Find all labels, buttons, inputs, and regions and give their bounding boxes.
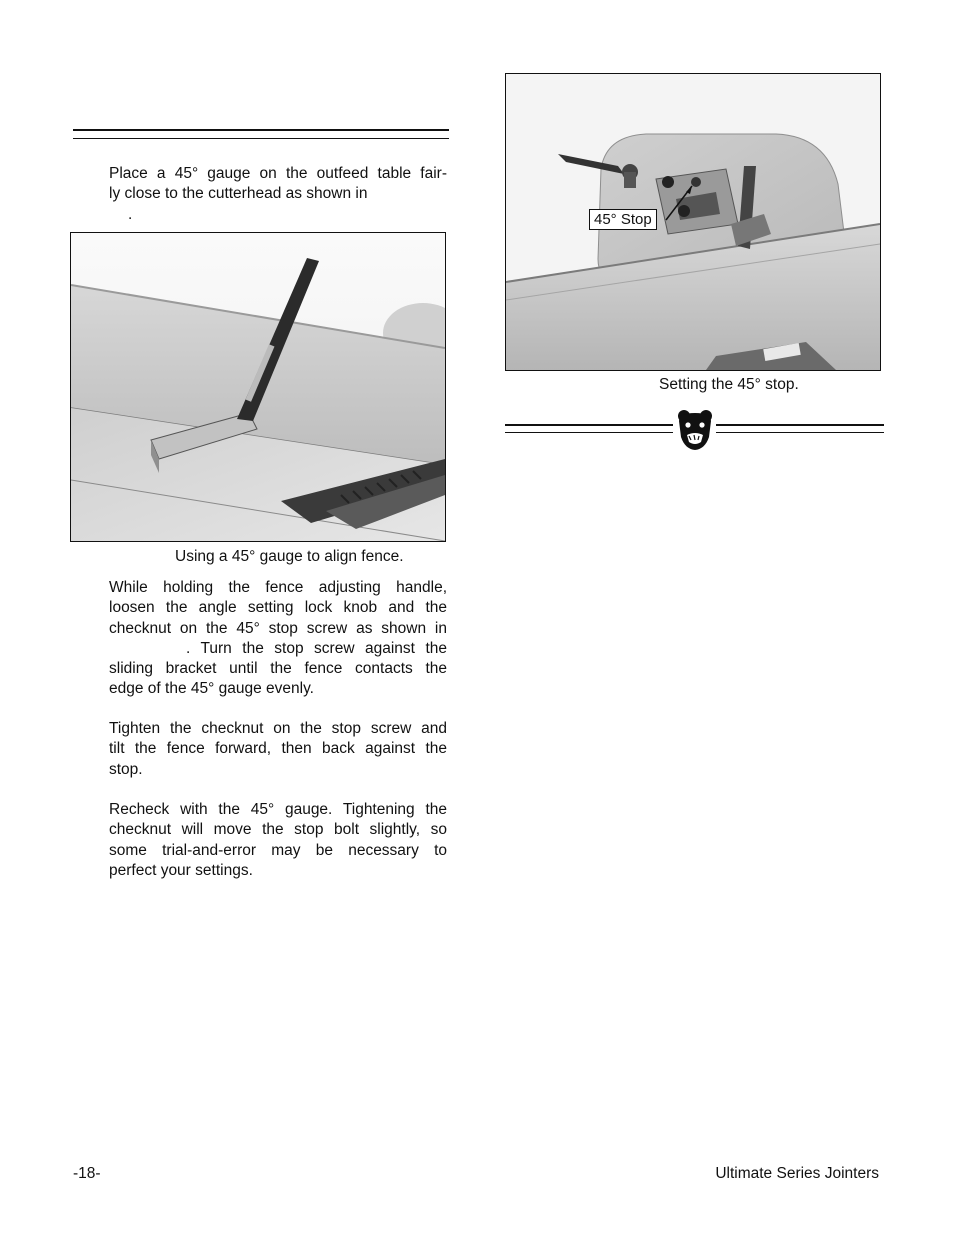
bear-logo-icon: [675, 409, 715, 451]
step-2-line: checknut on the 45° stop screw as shown in: [109, 619, 447, 637]
step-2-line: While holding the fence adjusting handle,: [109, 579, 447, 596]
step-3-text: [109, 719, 447, 780]
step-1-line: .: [128, 205, 133, 223]
figure-gauge-photo: [70, 232, 446, 542]
step-1-line: Place a 45° gauge on the outfeed table fair-: [109, 165, 447, 182]
step-2-line: . Turn the stop screw against the: [186, 639, 447, 657]
step-4-line: checknut will move the stop bolt slightly, so: [109, 821, 447, 839]
step-4-line: perfect your settings.: [109, 861, 253, 879]
divider-left-thick: [505, 424, 673, 426]
step-3-line: stop.: [109, 760, 143, 778]
step-1-text: [109, 164, 447, 225]
step-2-text: [109, 578, 447, 700]
step-2-line: sliding bracket until the fence contacts the: [109, 660, 447, 678]
page-number: -18-: [73, 1165, 101, 1182]
step-4-line: some trial-and-error may be necessary to: [109, 841, 447, 859]
step-4-text: [109, 800, 447, 881]
step-2-line: loosen the angle setting lock knob and the: [109, 599, 447, 617]
section-heading-rule-bottom: [73, 138, 449, 139]
section-heading-rule-top: [73, 129, 449, 131]
figure-stop-photo: [505, 73, 881, 371]
manual-title: Ultimate Series Jointers: [715, 1165, 879, 1182]
stop-callout-label: 45° Stop: [589, 209, 657, 230]
step-3-line: tilt the fence forward, then back against the: [109, 740, 447, 758]
gauge-photo-illustration: [71, 233, 445, 541]
step-3-line: Tighten the checknut on the stop screw and: [109, 720, 447, 737]
stop-photo-illustration: [506, 74, 880, 370]
step-1-line: ly close to the cutterhead as shown in: [109, 185, 368, 203]
step-4-line: Recheck with the 45° gauge. Tightening the: [109, 801, 447, 818]
figure-right-caption: Setting the 45° stop.: [659, 376, 799, 393]
divider-left-thin: [505, 432, 673, 433]
divider-right-thick: [716, 424, 884, 426]
divider-right-thin: [716, 432, 884, 433]
step-2-line: edge of the 45° gauge evenly.: [109, 680, 314, 698]
figure-left-caption: Using a 45° gauge to align fence.: [175, 548, 404, 565]
